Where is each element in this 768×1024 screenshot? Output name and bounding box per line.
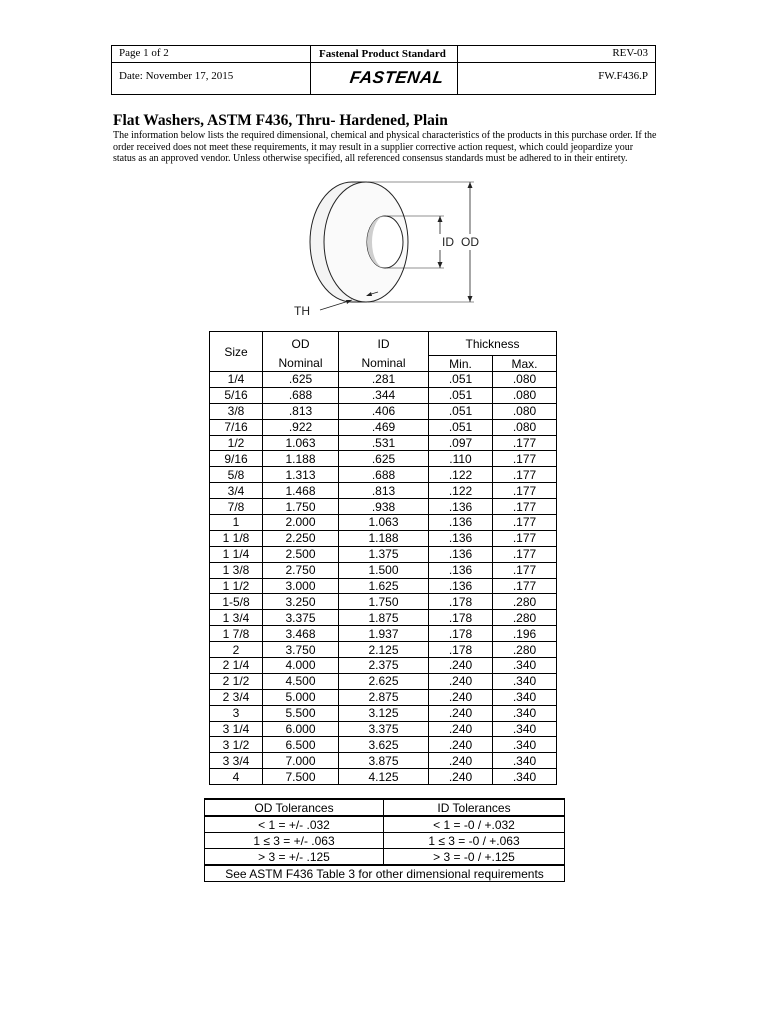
thickness-max-cell: .177: [493, 562, 557, 578]
thickness-max-cell: .280: [493, 610, 557, 626]
thickness-min-cell: .110: [429, 451, 493, 467]
size-cell: 5/8: [210, 467, 263, 483]
thickness-min-cell: .122: [429, 467, 493, 483]
size-cell: 7/16: [210, 419, 263, 435]
thickness-min-cell: .240: [429, 673, 493, 689]
od-label: OD: [461, 235, 479, 249]
id-nominal-cell: 1.625: [339, 578, 429, 594]
od-tolerance-cell: > 3 = +/- .125: [205, 849, 384, 866]
thickness-max-cell: .340: [493, 658, 557, 674]
th-label: TH: [294, 304, 310, 318]
size-cell: 4: [210, 769, 263, 785]
id-nominal-cell: 1.750: [339, 594, 429, 610]
header-column-divider: [457, 46, 458, 94]
thickness-max-cell: .080: [493, 403, 557, 419]
id-nominal-cell: .406: [339, 403, 429, 419]
thickness-min-cell: .178: [429, 626, 493, 642]
od-nominal-cell: 1.063: [263, 435, 339, 451]
tolerances-table: [204, 798, 565, 882]
size-cell: 3 3/4: [210, 753, 263, 769]
size-cell: 1 7/8: [210, 626, 263, 642]
od-nominal-cell: 1.750: [263, 499, 339, 515]
table-row: [210, 483, 557, 499]
id-nominal-cell: 1.937: [339, 626, 429, 642]
od-nominal-cell: 1.468: [263, 483, 339, 499]
thickness-min-cell: .240: [429, 658, 493, 674]
id-nominal-cell: 1.188: [339, 530, 429, 546]
page-number: Page 1 of 2: [119, 47, 169, 59]
size-cell: 3/8: [210, 403, 263, 419]
thickness-min-cell: .051: [429, 403, 493, 419]
thickness-max-cell: .340: [493, 721, 557, 737]
thickness-max-cell: .340: [493, 673, 557, 689]
thickness-header: Thickness: [429, 332, 557, 356]
table-row: [210, 578, 557, 594]
size-cell: 1 3/4: [210, 610, 263, 626]
od-nominal-cell: 4.000: [263, 658, 339, 674]
dimensions-table-body: [210, 372, 557, 785]
table-row: [210, 403, 557, 419]
header-column-divider: [310, 46, 311, 94]
thickness-min-cell: .240: [429, 689, 493, 705]
fastenal-logo: FASTENAL: [348, 68, 446, 87]
thickness-min-cell: .051: [429, 387, 493, 403]
id-nominal-cell: 3.625: [339, 737, 429, 753]
table-row: [205, 816, 565, 833]
size-cell: 2 1/2: [210, 673, 263, 689]
id-tolerance-cell: 1 ≤ 3 = -0 / +.063: [384, 833, 565, 849]
od-nominal-cell: .688: [263, 387, 339, 403]
thickness-max-cell: .340: [493, 753, 557, 769]
table-row: [210, 610, 557, 626]
id-nominal-cell: 3.875: [339, 753, 429, 769]
od-nominal-header: Nominal: [263, 356, 339, 372]
id-nominal-cell: 2.875: [339, 689, 429, 705]
id-nominal-cell: 1.875: [339, 610, 429, 626]
thickness-max-cell: .196: [493, 626, 557, 642]
od-nominal-cell: 6.500: [263, 737, 339, 753]
thickness-min-cell: .136: [429, 578, 493, 594]
id-header: ID: [339, 332, 429, 356]
id-nominal-cell: 4.125: [339, 769, 429, 785]
size-cell: 1 1/4: [210, 546, 263, 562]
size-cell: 1: [210, 515, 263, 531]
od-nominal-cell: 4.500: [263, 673, 339, 689]
table-row: [210, 642, 557, 658]
size-cell: 3 1/4: [210, 721, 263, 737]
od-nominal-cell: 7.500: [263, 769, 339, 785]
od-tolerance-cell: < 1 = +/- .032: [205, 816, 384, 833]
id-tolerance-cell: > 3 = -0 / +.125: [384, 849, 565, 866]
table-row: [210, 530, 557, 546]
thickness-min-header: Min.: [429, 356, 493, 372]
table-row: [210, 721, 557, 737]
od-nominal-cell: 3.375: [263, 610, 339, 626]
thickness-min-cell: .136: [429, 530, 493, 546]
table-row: [210, 451, 557, 467]
thickness-min-cell: .240: [429, 769, 493, 785]
od-nominal-cell: .625: [263, 372, 339, 388]
id-nominal-cell: 2.625: [339, 673, 429, 689]
od-nominal-cell: 1.313: [263, 467, 339, 483]
thickness-max-cell: .177: [493, 515, 557, 531]
id-nominal-cell: 1.063: [339, 515, 429, 531]
thickness-min-cell: .240: [429, 721, 493, 737]
od-nominal-cell: 3.750: [263, 642, 339, 658]
table-row: [210, 515, 557, 531]
size-cell: 3: [210, 705, 263, 721]
size-cell: 1/4: [210, 372, 263, 388]
page-title: Flat Washers, ASTM F436, Thru- Hardened, Plain: [113, 112, 448, 129]
od-tolerance-cell: 1 ≤ 3 = +/- .063: [205, 833, 384, 849]
thickness-max-cell: .340: [493, 769, 557, 785]
od-nominal-cell: 3.000: [263, 578, 339, 594]
id-nominal-header: Nominal: [339, 356, 429, 372]
table-row: [210, 387, 557, 403]
od-nominal-cell: 5.500: [263, 705, 339, 721]
table-row: [210, 435, 557, 451]
table-row: [210, 546, 557, 562]
thickness-min-cell: .240: [429, 737, 493, 753]
size-cell: 1 1/2: [210, 578, 263, 594]
table-row: [210, 594, 557, 610]
od-nominal-cell: .813: [263, 403, 339, 419]
document-header: [111, 45, 656, 95]
thickness-max-cell: .080: [493, 387, 557, 403]
id-tolerances-header: ID Tolerances: [384, 799, 565, 816]
thickness-max-cell: .080: [493, 372, 557, 388]
size-header: Size: [210, 332, 263, 372]
thickness-min-cell: .136: [429, 499, 493, 515]
thickness-max-cell: .177: [493, 530, 557, 546]
standard-name: Fastenal Product Standard: [319, 48, 446, 60]
id-nominal-cell: .281: [339, 372, 429, 388]
id-nominal-cell: .938: [339, 499, 429, 515]
thickness-max-cell: .280: [493, 594, 557, 610]
od-nominal-cell: 5.000: [263, 689, 339, 705]
size-cell: 3 1/2: [210, 737, 263, 753]
id-tolerance-cell: < 1 = -0 / +.032: [384, 816, 565, 833]
washer-diagram: [290, 180, 490, 320]
od-nominal-cell: 6.000: [263, 721, 339, 737]
thickness-max-cell: .280: [493, 642, 557, 658]
id-nominal-cell: .813: [339, 483, 429, 499]
id-nominal-cell: .688: [339, 467, 429, 483]
thickness-min-cell: .240: [429, 705, 493, 721]
thickness-max-cell: .177: [493, 499, 557, 515]
table-row: [210, 673, 557, 689]
thickness-min-cell: .136: [429, 515, 493, 531]
od-header: OD: [263, 332, 339, 356]
thickness-min-cell: .136: [429, 546, 493, 562]
table-row: [210, 769, 557, 785]
id-nominal-cell: .625: [339, 451, 429, 467]
size-cell: 5/16: [210, 387, 263, 403]
document-date: Date: November 17, 2015: [119, 70, 234, 82]
od-nominal-cell: 3.468: [263, 626, 339, 642]
table-row: [210, 689, 557, 705]
table-row: [210, 753, 557, 769]
thickness-max-cell: .340: [493, 689, 557, 705]
table-row: [210, 737, 557, 753]
table-row: [210, 419, 557, 435]
id-nominal-cell: 1.500: [339, 562, 429, 578]
thickness-max-cell: .177: [493, 451, 557, 467]
thickness-max-cell: .177: [493, 483, 557, 499]
intro-paragraph: The information below lists the required dimensional, chemical and physical characteristics of the products in this purchase order. If the order received does not meet these requirements, it may result in a supplier corrective action request, which could jeopardize your status as an approved vendor. Unless otherwise specified, all referenced consensus standards must be adhered to in their entirety.: [113, 130, 657, 164]
id-nominal-cell: 2.375: [339, 658, 429, 674]
od-nominal-cell: 7.000: [263, 753, 339, 769]
thickness-min-cell: .136: [429, 562, 493, 578]
id-nominal-cell: 3.125: [339, 705, 429, 721]
id-nominal-cell: 1.375: [339, 546, 429, 562]
thickness-max-cell: .177: [493, 435, 557, 451]
tolerances-table-body: [205, 816, 565, 865]
id-nominal-cell: .344: [339, 387, 429, 403]
id-nominal-cell: 3.375: [339, 721, 429, 737]
od-nominal-cell: .922: [263, 419, 339, 435]
size-cell: 7/8: [210, 499, 263, 515]
od-nominal-cell: 2.250: [263, 530, 339, 546]
thickness-min-cell: .122: [429, 483, 493, 499]
thickness-min-cell: .178: [429, 594, 493, 610]
document-id: FW.F436.P: [598, 70, 648, 82]
thickness-max-cell: .080: [493, 419, 557, 435]
thickness-max-cell: .340: [493, 737, 557, 753]
thickness-max-header: Max.: [493, 356, 557, 372]
thickness-min-cell: .097: [429, 435, 493, 451]
table-row: [210, 658, 557, 674]
table-row: [210, 562, 557, 578]
thickness-min-cell: .051: [429, 372, 493, 388]
size-cell: 3/4: [210, 483, 263, 499]
od-nominal-cell: 3.250: [263, 594, 339, 610]
thickness-max-cell: .177: [493, 467, 557, 483]
table-row: [210, 467, 557, 483]
size-cell: 9/16: [210, 451, 263, 467]
od-nominal-cell: 2.750: [263, 562, 339, 578]
od-nominal-cell: 1.188: [263, 451, 339, 467]
id-nominal-cell: 2.125: [339, 642, 429, 658]
table-row: [205, 833, 565, 849]
revision: REV-03: [612, 47, 648, 59]
id-label: ID: [442, 235, 454, 249]
table-row: [210, 705, 557, 721]
od-nominal-cell: 2.500: [263, 546, 339, 562]
size-cell: 1/2: [210, 435, 263, 451]
thickness-max-cell: .177: [493, 578, 557, 594]
thickness-max-cell: .177: [493, 546, 557, 562]
dimensions-table: [209, 331, 557, 785]
thickness-min-cell: .240: [429, 753, 493, 769]
id-nominal-cell: .469: [339, 419, 429, 435]
table-row: [210, 499, 557, 515]
size-cell: 1 3/8: [210, 562, 263, 578]
thickness-max-cell: .340: [493, 705, 557, 721]
od-nominal-cell: 2.000: [263, 515, 339, 531]
thickness-min-cell: .178: [429, 642, 493, 658]
od-tolerances-header: OD Tolerances: [205, 799, 384, 816]
table-row: [210, 372, 557, 388]
thickness-min-cell: .178: [429, 610, 493, 626]
size-cell: 2: [210, 642, 263, 658]
size-cell: 1 1/8: [210, 530, 263, 546]
size-cell: 2 1/4: [210, 658, 263, 674]
table-row: [205, 849, 565, 866]
id-nominal-cell: .531: [339, 435, 429, 451]
table-row: [210, 626, 557, 642]
thickness-min-cell: .051: [429, 419, 493, 435]
size-cell: 2 3/4: [210, 689, 263, 705]
tolerances-footer-note: See ASTM F436 Table 3 for other dimensional requirements: [205, 865, 565, 882]
size-cell: 1-5/8: [210, 594, 263, 610]
